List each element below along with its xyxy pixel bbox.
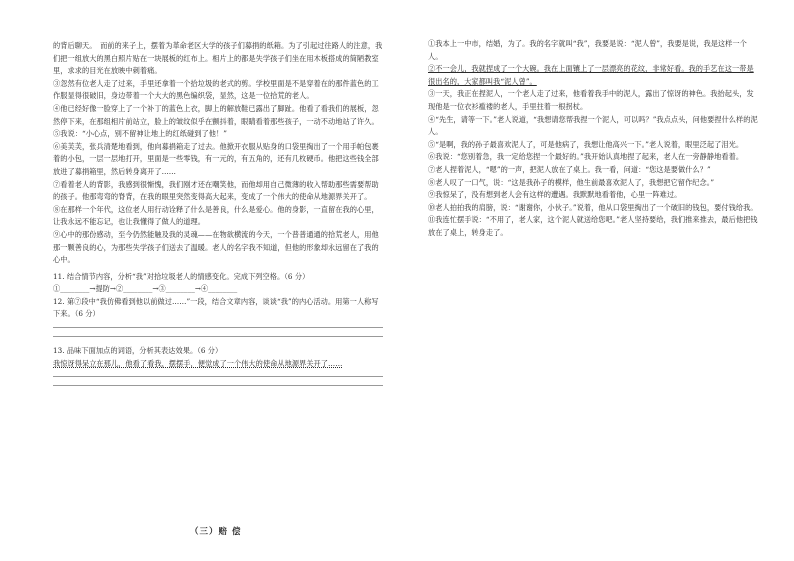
left-paragraph-2: ③忽然有位老人走了过来，手里还拿着一个拾垃圾的老式的剪。学校里面是不是穿着在的那件蓝色的工作服显得很破旧，身边带着一个大大的黑色编织袋，显然，这是一位拾荒的老人。 <box>53 78 379 101</box>
right-paragraph-5: ⑤“是啊，我的孙子最喜欢泥人了，可是他病了，我想让他高兴一下。”老人说着，眼里泛起了泪光。 <box>428 139 744 149</box>
question-11: 11. 结合情节内容，分析“我”对拾垃圾老人的情感变化。完成下列空格。（6 分） <box>53 271 310 281</box>
left-paragraph-6: ⑦看着老人的背影，我感到很惭愧，我们刚才还在嘲笑他，而他却用自己微薄的收入帮助那些需要帮助的孩子。他那弯弯的脊背，在我的眼里突然变得高大起来，变成了一个伟大的使命从地源界关开了。 <box>53 179 379 202</box>
right-paragraph-9: ⑨我惊呆了，没有想到老人会有这样的遭遇。我默默地看着他，心里一阵难过。 <box>428 190 682 200</box>
answer-line[interactable] <box>53 385 383 386</box>
answer-line[interactable] <box>53 376 383 377</box>
question-13-quote: 我惊讶得呆立在那儿，他看了看我，摆摆手，便觉成了一个伟大的使命从地源界关开了…… <box>53 358 343 368</box>
left-paragraph-1: 的背后聊天。 而前的来子上，摆着为革命老区大学的孩子们募捐的纸箱。为了引起过往路人的注意，我们把一组放大的黑白照片贴在一块展板的红布上。相片上的都是失学孩子们坐在用木板搭成的简陋教室里，求求的目光在放映中刺着痛。 <box>53 41 383 76</box>
right-paragraph-6: ⑥我说：“您别着急，我一定给您捏一个最好的。”我开始认真地捏了起来，老人在一旁静静地看着。 <box>428 152 744 162</box>
right-paragraph-11: ⑪我连忙摆手说：“不用了，老人家，这个泥人就送给您吧。”老人坚持要给，我们推来推去，最后他把钱放在了桌上，转身走了。 <box>428 215 758 237</box>
right-paragraph-10: ⑩老人拍拍我的肩膀，说：“谢谢你，小伙子。”说着，他从口袋里掏出了一个破旧的钱包，要付钱给我。 <box>428 202 758 212</box>
question-13: 13. 品味下面加点的词语，分析其表达效果。（6 分） <box>53 346 223 356</box>
right-paragraph-4: ④“先生，请等一下。”老人说道，“我想请您帮我捏一个泥人，可以吗？”我点点头，问他要捏什么样的泥人。 <box>428 114 758 137</box>
left-column <box>53 40 383 394</box>
left-paragraph-4: ⑤我说：“小心点，别不留神让地上的红纸碰到了他！” <box>53 129 227 139</box>
right-column <box>428 38 760 240</box>
question-12: 12. 第⑦段中“我仿佛看到他以前做过……”一段，结合文章内容，谈谈“我”的内心活动。用第一人称写下来。（6 分） <box>53 296 379 319</box>
answer-line[interactable] <box>53 327 383 328</box>
right-paragraph-8: ⑧老人叹了一口气，说：“这是我孙子的模样，他生前最喜欢泥人了，我想把它留作纪念。” <box>428 177 715 187</box>
left-paragraph-8: ⑨心中的那份感动，至今仍然能触及我的灵魂——在物欲横流的今天，一个普普通通的拾荒老人，用他那一颗善良的心，为那些失学孩子们送去了温暖。老人的名字我不知道，但他的形象却永远留在了我的心中。 <box>53 229 379 265</box>
right-paragraph-7: ⑦老人捏着泥人，“嗯”的一声，把泥人放在了桌上。我一看，问道：“您这是要做什么？” <box>428 164 711 174</box>
right-paragraph-2: ②不一会儿，我就捏成了一个大碗。我在上面镶上了一层漂亮的花纹，非常好看。我的手艺在这一带是很出名的，大家都叫我“泥人曾”。 <box>428 64 754 86</box>
section-title: （三）赔 偿 <box>190 527 242 537</box>
left-paragraph-7: ⑧在那样一个年代，这位老人用行动诠释了什么是善良，什么是爱心。他的身影，一直留在我的心里，让我永远不能忘记，也让我懂得了做人的道理。 <box>53 204 379 227</box>
answer-line[interactable] <box>53 336 383 337</box>
right-paragraph-3: ③一天，我正在捏泥人，一个老人走了过来，他看着我手中的泥人，露出了惊讶的神色。我抬起头，发现他是一位衣衫褴褛的老人，手里拄着一根拐杖。 <box>428 89 754 111</box>
question-11-blanks[interactable]: ①________→提防→②________→③________→④________ <box>53 284 238 294</box>
left-paragraph-3: ④他已经好像一脸穿上了一个补丁的蓝色上衣，脚上的解放鞋已露出了脚趾。他看了看我们的展板，忽然停下来，在那组相片前站立，脸上的皱纹似乎在颤抖着，眼睛看着那些孩子，一动不动地站了许久。 <box>53 103 379 126</box>
left-paragraph-5: ⑥美芙芙，张兵清楚地看到，他向募捐箱走了过去。他掀开衣服从贴身的口袋里掏出了一个用手帕包裹着的小包，一层一层地打开，里面是一些零钱，有一元的，有五角的，还有几枚硬币。他把这些钱全部放进了募捐箱里，然后转身离开了…… <box>53 141 379 176</box>
right-paragraph-1: ①我本上一中市，结婚，为了。我的名字就叫“我”，我要是说：“泥人曾”，我要是说，我是这样一个人。 <box>428 39 747 61</box>
